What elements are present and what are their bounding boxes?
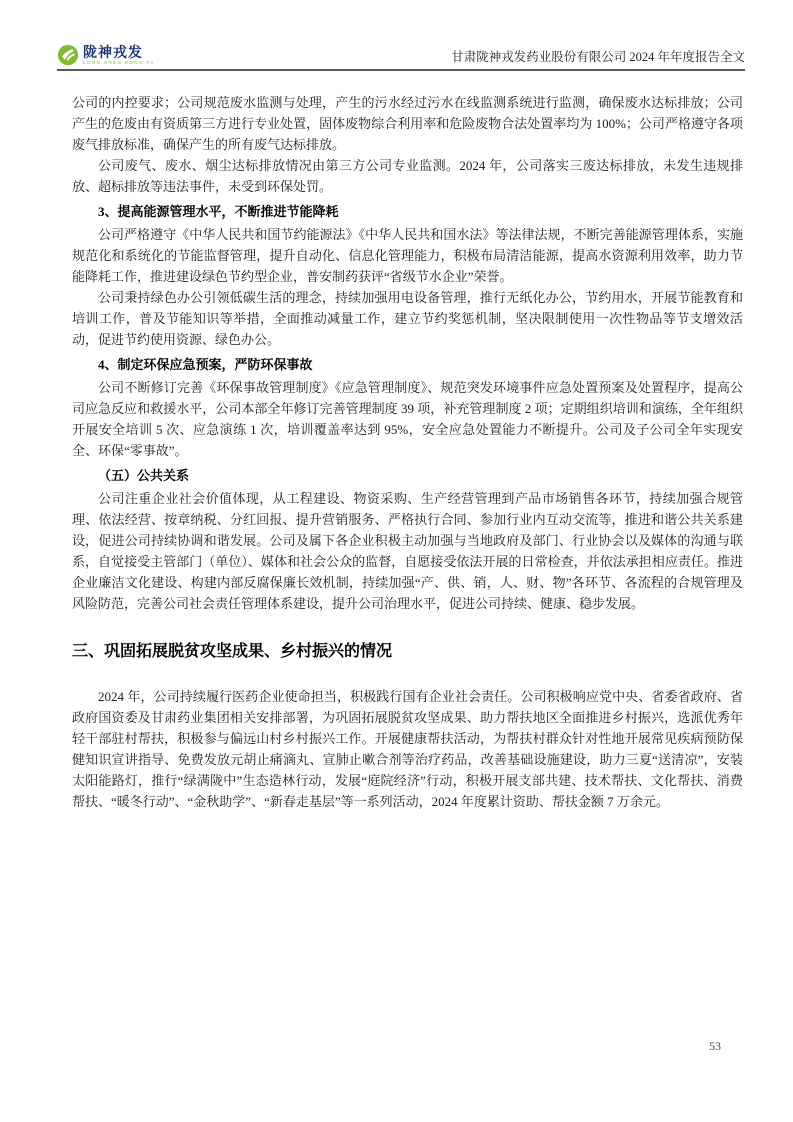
sub-heading-energy-management: 3、提高能源管理水平，不断推进节能降耗 (98, 204, 339, 219)
sub-heading-public-relations: （五）公共关系 (98, 468, 190, 483)
logo-brand-en: LONG SHEN RONG FA (83, 59, 155, 65)
company-logo (57, 44, 155, 66)
sub-heading-emergency-plan: 4、制定环保应急预案，严防环保事故 (98, 357, 313, 372)
logo-bird-swoosh-icon (57, 44, 79, 66)
paragraph: 公司秉持绿色办公引领低碳生活的理念，持续加强用电设备管理，推行无纸化办公，节约用水，开展节能教育和培训工作，普及节能知识等举措，全面推动减量工作，建立节约奖惩机制，坚决限制使用一次性物品等节支增效活动，促进节约使用资源、绿色办公。 (72, 290, 743, 347)
paragraph: 公司废气、废水、烟尘达标排放情况由第三方公司专业监测。2024 年，公司落实三废达标排放，未发生违规排放、超标排放等违法事件，未受到环保处罚。 (72, 158, 743, 194)
paragraph: 2024 年，公司持续履行医药企业使命担当，积极践行国有企业社会责任。公司积极响应党中央、省委省政府、省政府国资委及甘肃药业集团相关安排部署，为巩固拓展脱贫攻坚成果、助力帮扶地区全面推进乡村振兴，选派优秀年轻干部驻村帮扶，积极参与偏远山村乡村振兴工作。开展健康帮扶活动，为帮扶村群众针对性地开展常见疾病预防保健知识宣讲指导、免费发放元胡止痛滴丸、宣肺止嗽合剂等治疗药品，改善基础设施建设，助力三夏“送清凉”，安装太阳能路灯，推行“绿满陇中”生态造林行动，发展“庭院经济”行动，积极开展支部共建、技术帮扶、文化帮扶、消费帮扶、“暖冬行动”、“金秋助学”、“新春走基层”等一系列活动，2024 年度累计资助、帮扶金额 7 万余元。 (72, 689, 743, 809)
page-header (57, 0, 745, 71)
report-title: 甘肃陇神戎发药业股份有限公司 2024 年年度报告全文 (451, 50, 745, 64)
logo-text (83, 45, 155, 66)
section-heading-rural-revitalization: 三、巩固拓展脱贫攻坚成果、乡村振兴的情况 (72, 643, 393, 660)
logo-brand-cn: 陇神戎发 (83, 43, 143, 60)
document-body (72, 92, 743, 812)
page-number: 53 (709, 1039, 721, 1053)
paragraph: 公司的内控要求；公司规范废水监测与处理，产生的污水经过污水在线监测系统进行监测，确保废水达标排放；公司产生的危废由有资质第三方进行专业处置，固体废物综合利用率和危险废物合法处置率均为 100%；公司严格遵守各项废气排放标准，确保产生的所有废气达标排放。 (72, 95, 743, 152)
paragraph: 公司严格遵守《中华人民共和国节约能源法》《中华人民共和国水法》等法律法规，不断完善能源管理体系，实施规范化和系统化的节能监督管理，提升自动化、信息化管理能力，积极布局清洁能源，提高水资源利用效率，助力节能降耗工作，推进建设绿色节约型企业，普安制药获评“省级节水企业”荣誉。 (72, 227, 743, 284)
paragraph: 公司注重企业社会价值体现，从工程建设、物资采购、生产经营管理到产品市场销售各环节，持续加强合规管理、依法经营、按章纳税、分红回报、提升营销服务、严格执行合同、参加行业内互动交流等，推进和谐公共关系建设，促进公司持续协调和谐发展。公司及属下各企业积极主动加强与当地政府及部门、行业协会以及媒体的沟通与联系，自觉接受主管部门（单位）、媒体和社会公众的监督，自愿接受依法开展的日常检查，并依法承担相应责任。推进企业廉洁文化建设、构建内部反腐保廉长效机制，持续加强“产、供、销，人、财、物”各环节、各流程的合规管理及风险防范，完善公司社会责任管理体系建设，提升公司治理水平，促进公司持续、健康、稳步发展。 (72, 491, 743, 611)
paragraph: 公司不断修订完善《环保事故管理制度》《应急管理制度》、规范突发环境事件应急处置预案及处置程序，提高公司应急反应和救援水平，公司本部全年修订完善管理制度 39 项，补充管理制度 2 项；定期组织培训和演练，全年组织开展安全培训 5 次、应急演练 1 次，培训覆盖率达到 95%，安全应急处置能力不断提升。公司及子公司全年实现安全、环保“零事故”。 (72, 380, 743, 458)
